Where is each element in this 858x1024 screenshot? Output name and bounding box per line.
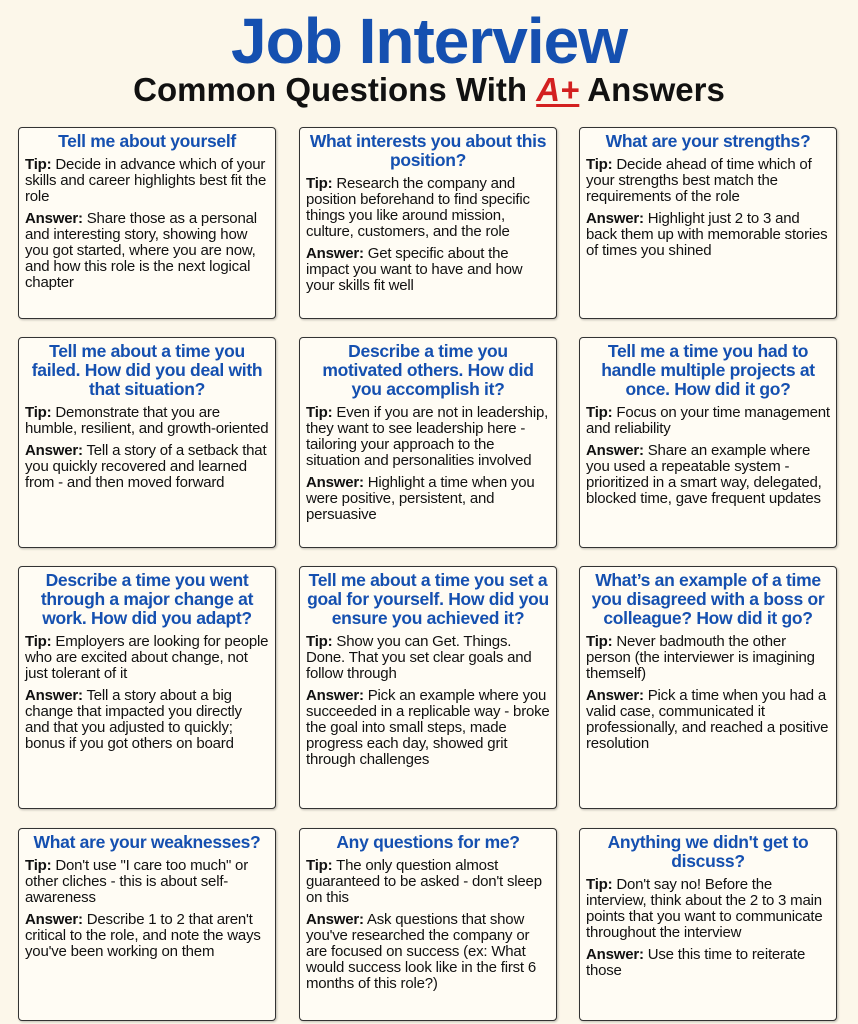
answer-text [306,475,550,523]
answer-body: Ask questions that show you've researched the company or are focused on success (ex: What would success look like in the first 6 months of this role?) [306,911,537,992]
tip-body: Focus on your time management and reliability [586,404,830,437]
question-card [18,337,276,548]
answer-text [25,211,269,291]
answer-label: Answer: [25,210,83,227]
answer-body: Tell a story of a setback that you quickly recovered and learned from - and then moved forward [25,442,267,491]
question-heading: What are your strengths? [605,131,811,151]
grade-badge: A+ [536,71,580,108]
question-card [299,127,557,319]
answer-text [25,443,269,491]
answer-text [25,912,269,960]
answer-label: Answer: [586,687,644,704]
tip-label: Tip: [25,633,52,650]
tip-label: Tip: [25,857,52,874]
answer-body: Tell a story about a big change that impacted you directly and that you adjusted to quickly; bonus if you got others on board [25,687,242,752]
tip-text [306,176,550,240]
answer-body: Pick a time when you had a valid case, communicated it professionally, and reached a positive resolution [586,687,829,752]
tip-body: Research the company and position beforehand to find specific things you like around mission, culture, customers, and the role [306,175,530,240]
answer-label: Answer: [25,442,83,459]
answer-label: Answer: [306,474,364,491]
answer-body: Pick an example where you succeeded in a replicable way - broke the goal into small steps, made progress each day, showed grit through challenges [306,687,550,768]
answer-label: Answer: [306,245,364,262]
tip-label: Tip: [306,175,333,192]
tip-body: Demonstrate that you are humble, resilient, and growth-oriented [25,404,269,437]
subtitle-before: Common Questions With [133,71,528,108]
question-card [579,127,837,319]
tip-label: Tip: [306,857,333,874]
answer-text [586,443,830,507]
tip-text [25,634,269,682]
tip-body: Never badmouth the other person (the interviewer is imagining themself) [586,633,815,682]
question-card [18,828,276,1021]
answer-body: Share an example where you used a repeatable system - prioritized in a smart way, delegated, blocked time, gave frequent updates [586,442,822,507]
question-heading: Tell me about a time you set a goal for yourself. How did you ensure you achieved it? [307,570,549,628]
question-card [18,566,276,809]
question-card [299,337,557,548]
tip-text [586,634,830,682]
tip-label: Tip: [306,633,333,650]
tip-body: Don't say no! Before the interview, think about the 2 to 3 main points that you want to communicate throughout the interview [586,876,823,941]
page-title: Job Interview [231,5,627,77]
answer-text [306,912,550,992]
question-heading: What interests you about this position? [309,131,547,170]
question-heading: Tell me a time you had to handle multiple projects at once. How did it go? [601,341,815,399]
tip-label: Tip: [586,404,613,421]
answer-body: Get specific about the impact you want to have and how your skills fit well [306,245,523,294]
question-heading: Describe a time you motivated others. How did you accomplish it? [322,341,534,399]
tip-text [306,405,550,469]
tip-label: Tip: [586,876,613,893]
answer-label: Answer: [586,210,644,227]
tip-body: Even if you are not in leadership, they want to see leadership here - tailoring your approach to the situation and personalities involved [306,404,549,469]
tip-body: Decide ahead of time which of your strengths best match the requirements of the role [586,156,812,205]
tip-text [25,157,269,205]
tip-text [586,877,830,941]
answer-text [586,211,830,259]
question-card [18,127,276,319]
answer-label: Answer: [306,687,364,704]
tip-label: Tip: [586,156,613,173]
tip-text [306,634,550,682]
answer-label: Answer: [306,911,364,928]
question-heading: Tell me about yourself [58,131,236,151]
answer-text [306,688,550,768]
answer-body: Describe 1 to 2 that aren't critical to the role, and note the ways you've been working on them [25,911,261,960]
tip-label: Tip: [586,633,613,650]
answer-text [25,688,269,752]
tip-body: Don't use "I care too much" or other cliches - this is about self-awareness [25,857,248,906]
tip-label: Tip: [25,404,52,421]
answer-body: Use this time to reiterate those [586,946,806,979]
answer-body: Highlight a time when you were positive, persistent, and persuasive [306,474,535,523]
answer-label: Answer: [586,442,644,459]
question-card [579,337,837,548]
answer-label: Answer: [25,687,83,704]
tip-text [25,858,269,906]
answer-label: Answer: [586,946,644,963]
page-subtitle [0,70,858,110]
answer-text [586,688,830,752]
tip-text [586,405,830,437]
tip-label: Tip: [306,404,333,421]
tip-body: The only question almost guaranteed to be asked - don't sleep on this [306,857,542,906]
tip-label: Tip: [25,156,52,173]
answer-text [306,246,550,294]
question-heading: Describe a time you went through a major change at work. How did you adapt? [40,570,254,628]
answer-body: Highlight just 2 to 3 and back them up with memorable stories of times you shined [586,210,828,259]
subtitle-after: Answers [587,71,725,108]
question-card [579,566,837,809]
question-heading: Anything we didn't get to discuss? [607,832,809,871]
question-heading: Tell me about a time you failed. How did you deal with that situation? [31,341,263,399]
tip-text [306,858,550,906]
answer-text [586,947,830,979]
answer-body: Share those as a personal and interesting story, showing how you got started, where you are now, and how this role is the next logical chapter [25,210,257,291]
question-card [299,828,557,1021]
question-heading: Any questions for me? [336,832,520,852]
tip-text [25,405,269,437]
tip-body: Employers are looking for people who are excited about change, not just tolerant of it [25,633,269,682]
question-card [579,828,837,1021]
question-heading: What’s an example of a time you disagreed with a boss or colleague? How did it go? [591,570,825,628]
question-heading: What are your weaknesses? [33,832,261,852]
tip-text [586,157,830,205]
tip-body: Decide in advance which of your skills and career highlights best fit the role [25,156,267,205]
question-card [299,566,557,809]
tip-body: Show you can Get. Things. Done. That you set clear goals and follow through [306,633,532,682]
answer-label: Answer: [25,911,83,928]
